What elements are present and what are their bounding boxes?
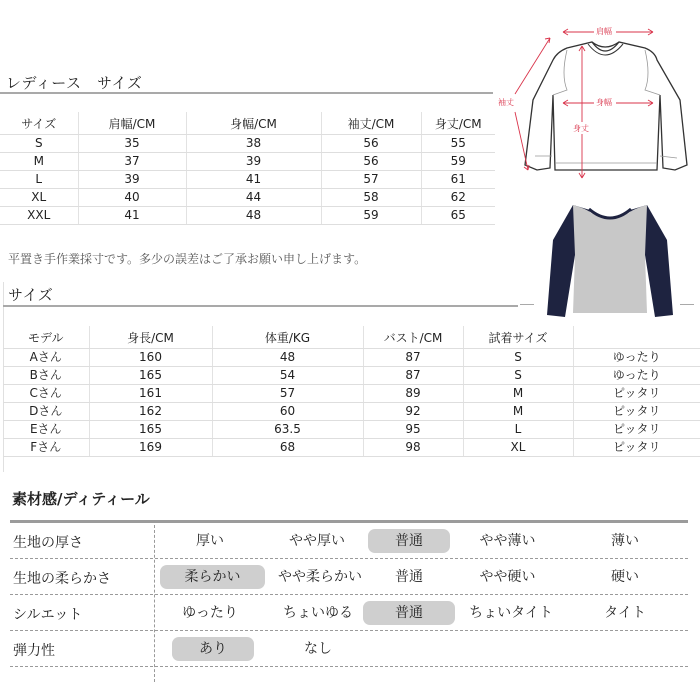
table-cell: 98	[363, 438, 463, 456]
table-header-row	[3, 326, 700, 348]
ladies-size-rule	[0, 92, 493, 94]
table-cell: S	[463, 366, 573, 384]
option-slightly-soft: やや柔らかい	[278, 569, 362, 585]
table-row	[0, 170, 495, 188]
ladies-size-title: レディース サイズ	[6, 74, 143, 92]
option-slightly-thick: やや厚い	[289, 533, 345, 549]
column-header: 身幅/CM	[186, 112, 321, 134]
table-cell: 55	[421, 134, 495, 152]
option-normal: 普通	[395, 569, 423, 585]
table-cell: 54	[212, 366, 363, 384]
product-photo	[545, 195, 675, 320]
table-cell: 48	[186, 206, 321, 224]
option-normal-selected: 普通	[363, 601, 455, 625]
table-cell: XL	[463, 438, 573, 456]
table-cell: XXL	[0, 206, 78, 224]
material-row-thickness	[10, 523, 688, 559]
table-cell: Bさん	[3, 366, 89, 384]
table-cell: 35	[78, 134, 186, 152]
table-cell: 58	[321, 188, 421, 206]
table-cell: 95	[363, 420, 463, 438]
table-cell: 63.5	[212, 420, 363, 438]
column-header: 身丈/CM	[421, 112, 495, 134]
material-row-label: シルエット	[13, 607, 83, 623]
table-row	[0, 134, 495, 152]
option-thin: 薄い	[611, 533, 639, 549]
column-header: サイズ	[0, 112, 78, 134]
option-tight: タイト	[604, 605, 646, 621]
option-loose: ゆったり	[182, 605, 238, 621]
diagram-label-length: 身丈	[573, 124, 589, 133]
table-cell: 61	[421, 170, 495, 188]
table-cell: Fさん	[3, 438, 89, 456]
column-header: 体重/KG	[212, 326, 363, 348]
table-cell: 161	[89, 384, 212, 402]
table-cell: 60	[212, 402, 363, 420]
option-hard: 硬い	[611, 569, 639, 585]
material-title: 素材感/ディティール	[12, 490, 150, 508]
table-cell: 165	[89, 366, 212, 384]
table-cell: L	[463, 420, 573, 438]
table-cell: 68	[212, 438, 363, 456]
table-cell: 89	[363, 384, 463, 402]
table-cell: 59	[421, 152, 495, 170]
table-cell: 162	[89, 402, 212, 420]
table-cell: M	[463, 402, 573, 420]
model-size-table	[3, 326, 700, 457]
table-cell: 38	[186, 134, 321, 152]
table-cell: ピッタリ	[573, 420, 700, 438]
table-cell: 59	[321, 206, 421, 224]
table-row	[0, 206, 495, 224]
table-cell: Aさん	[3, 348, 89, 366]
option-normal-selected: 普通	[368, 529, 450, 553]
column-header: 身長/CM	[89, 326, 212, 348]
photo-divider-left	[520, 304, 534, 305]
table-row	[0, 152, 495, 170]
table-cell: 41	[78, 206, 186, 224]
table-cell: 57	[212, 384, 363, 402]
table-cell: 165	[89, 420, 212, 438]
table-cell: S	[463, 348, 573, 366]
diagram-label-width: 身幅	[596, 98, 612, 107]
measurement-note: 平置き手作業採寸です。多少の誤差はご了承お願い申し上げます。	[8, 252, 367, 266]
table-cell: 41	[186, 170, 321, 188]
table-cell: 62	[421, 188, 495, 206]
table-cell: 39	[186, 152, 321, 170]
table-cell: 39	[78, 170, 186, 188]
column-header: 袖丈/CM	[321, 112, 421, 134]
table-row	[3, 420, 700, 438]
table-cell: Dさん	[3, 402, 89, 420]
table-cell: 44	[186, 188, 321, 206]
diagram-label-shoulder: 肩幅	[596, 27, 612, 36]
column-header: 肩幅/CM	[78, 112, 186, 134]
table-cell: ピッタリ	[573, 438, 700, 456]
option-thick: 厚い	[196, 533, 224, 549]
table-cell: L	[0, 170, 78, 188]
table-cell: ゆったり	[573, 366, 700, 384]
material-row-label: 生地の厚さ	[13, 535, 83, 551]
table-cell: 56	[321, 152, 421, 170]
table-cell: M	[0, 152, 78, 170]
ladies-size-table	[0, 112, 495, 225]
table-cell: ピッタリ	[573, 384, 700, 402]
option-slightly-hard: やや硬い	[479, 569, 536, 585]
table-cell: 65	[421, 206, 495, 224]
column-header: 試着サイズ	[463, 326, 573, 348]
table-row	[3, 438, 700, 456]
option-yes-selected: あり	[172, 637, 254, 661]
material-row-label: 弾力性	[13, 643, 55, 659]
table-cell: ピッタリ	[573, 402, 700, 420]
table-cell: 87	[363, 348, 463, 366]
table-row	[0, 188, 495, 206]
model-size-rule	[3, 305, 518, 307]
table-row	[3, 348, 700, 366]
table-cell: 48	[212, 348, 363, 366]
table-cell: 57	[321, 170, 421, 188]
option-slightly-tight: ちょいタイト	[469, 605, 553, 621]
table-row	[3, 384, 700, 402]
material-column-divider	[154, 520, 155, 682]
table-cell: S	[0, 134, 78, 152]
option-no: なし	[304, 641, 332, 657]
column-header: バスト/CM	[363, 326, 463, 348]
option-slightly-loose: ちょいゆる	[283, 605, 353, 621]
table-cell: 56	[321, 134, 421, 152]
material-row-silhouette	[10, 595, 688, 631]
table-cell: 87	[363, 366, 463, 384]
table-cell: 37	[78, 152, 186, 170]
column-header	[573, 326, 700, 348]
material-table	[10, 520, 688, 667]
diagram-label-sleeve: 袖丈	[498, 98, 514, 107]
garment-measurement-diagram	[495, 0, 700, 185]
photo-divider-right	[680, 304, 694, 305]
table-row	[3, 366, 700, 384]
material-row-label: 生地の柔らかさ	[13, 571, 111, 587]
material-row-elasticity	[10, 631, 688, 667]
table-cell: Eさん	[3, 420, 89, 438]
table-cell: Cさん	[3, 384, 89, 402]
table-header-row	[0, 112, 495, 134]
model-size-title: サイズ	[8, 286, 54, 304]
table-cell: XL	[0, 188, 78, 206]
table-cell: ゆったり	[573, 348, 700, 366]
table-row	[3, 402, 700, 420]
material-row-softness	[10, 559, 688, 595]
table-cell: 160	[89, 348, 212, 366]
table-cell: 169	[89, 438, 212, 456]
table-cell: 40	[78, 188, 186, 206]
table-cell: M	[463, 384, 573, 402]
raglan-shirt-image	[545, 195, 675, 320]
option-soft-selected: 柔らかい	[160, 565, 265, 589]
table-cell: 92	[363, 402, 463, 420]
column-header: モデル	[3, 326, 89, 348]
option-slightly-thin: やや薄い	[479, 533, 536, 549]
